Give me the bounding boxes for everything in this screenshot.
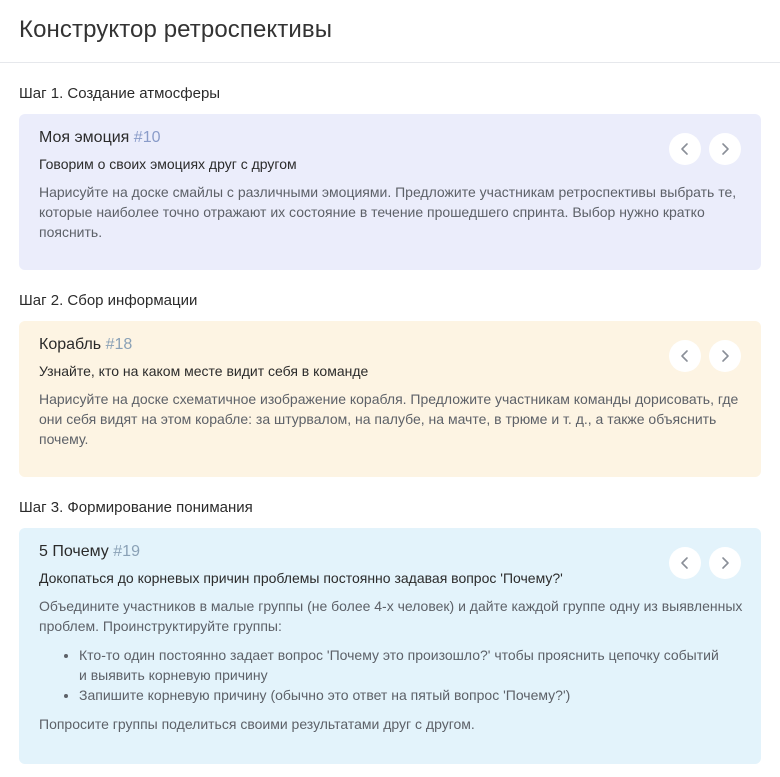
next-button[interactable] [709, 340, 741, 372]
card-description: Нарисуйте на доске смайлы с различными эмоциями. Предложите участникам ретроспективы выбрать те, которые наиболее точно отражают их состояние в течение прошедшего спринта. Выбор нужно кратко пояснить. [39, 184, 737, 240]
card-title [39, 128, 741, 148]
prev-button[interactable] [669, 340, 701, 372]
step-2 [0, 290, 780, 477]
activity-card [19, 114, 761, 270]
list-item: • Запишите корневую причину (обычно это ответ на пятый вопрос 'Почему?') [79, 685, 719, 705]
chevron-right-icon [718, 556, 732, 570]
card-subtitle: Говорим о своих эмоциях друг с другом [39, 156, 297, 172]
next-button[interactable] [709, 547, 741, 579]
chevron-left-icon [678, 142, 692, 156]
activity-card [19, 321, 761, 477]
step-title: Шаг 3. Формирование понимания [19, 499, 253, 516]
card-nav [669, 133, 741, 165]
list-item: • Кто-то один постоянно задает вопрос 'Почему это произошло?' чтобы прояснить цепочку событий и выявить корневую причину [79, 645, 719, 685]
step-3 [0, 497, 780, 764]
card-subtitle: Докопаться до корневых причин проблемы постоянно задавая вопрос 'Почему?' [39, 570, 563, 586]
next-button[interactable] [709, 133, 741, 165]
card-nav [669, 340, 741, 372]
prev-button[interactable] [669, 547, 701, 579]
card-description-footer: Попросите группы поделиться своими результатами друг с другом. [39, 716, 475, 732]
card-nav [669, 547, 741, 579]
card-title [39, 335, 741, 355]
card-title [39, 542, 741, 562]
step-1 [0, 83, 780, 270]
chevron-left-icon [678, 349, 692, 363]
card-name: Моя эмоция [39, 129, 130, 146]
card-name: Корабль [39, 336, 102, 353]
chevron-left-icon [678, 556, 692, 570]
step-title: Шаг 2. Сбор информации [19, 292, 198, 309]
card-number: #10 [133, 129, 161, 146]
instruction-list [79, 645, 719, 705]
chevron-right-icon [718, 142, 732, 156]
chevron-right-icon [718, 349, 732, 363]
page-title: Конструктор ретроспективы [19, 16, 333, 43]
card-description: Нарисуйте на доске схематичное изображение корабля. Предложите участникам команды дорисовать, где они себя видят на этом корабле: за штурвалом, на палубе, на мачте, в трюме и т. д., а также объяснить почему. [39, 391, 739, 447]
card-description: Объедините участников в малые группы (не более 4-х человек) и дайте каждой группе одну из выявленных проблем. Проинструктируйте группы: [39, 598, 743, 634]
card-number: #19 [113, 543, 140, 560]
card-name: 5 Почему [39, 543, 109, 560]
step-title: Шаг 1. Создание атмосферы [19, 85, 221, 102]
card-subtitle: Узнайте, кто на каком месте видит себя в команде [39, 363, 369, 379]
page-header [0, 0, 780, 63]
activity-card [19, 528, 761, 764]
prev-button[interactable] [669, 133, 701, 165]
card-number: #18 [105, 336, 133, 353]
